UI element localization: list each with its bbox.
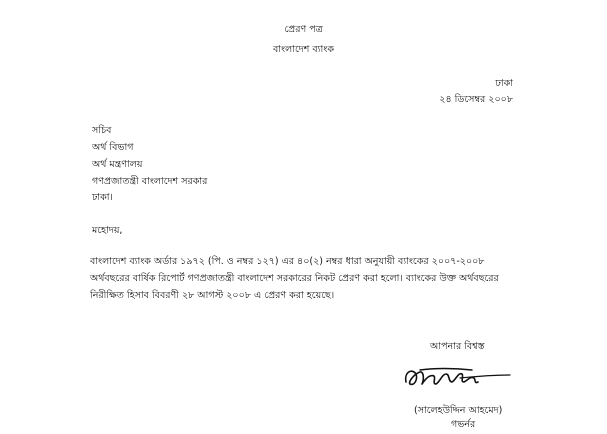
signatory-name: (সালেহউদ্দিন আহমেদ): [414, 405, 503, 416]
recipient-line: অর্থ বিভাগ: [92, 142, 134, 153]
signature-image: [400, 360, 512, 392]
document-header-line2: বাংলাদেশ ব্যাংক: [273, 44, 334, 55]
salutation: মহোদয়,: [92, 225, 123, 236]
recipient-line: সচিব: [92, 125, 112, 136]
place: ঢাকা: [495, 78, 513, 89]
document-header-line1: প্রেরণ পত্র: [284, 24, 323, 35]
recipient-line: ঢাকা।: [92, 192, 113, 203]
complimentary-close: আপনার বিশ্বস্ত: [430, 341, 485, 352]
body-line: অর্থবছরের বার্ষিক রিপোর্ট গণপ্রজাতন্ত্রী বাংলাদেশ সরকারের নিকট প্রেরণ করা হলো। ব্যাংকের উক্ত অর্থবছরের: [90, 273, 499, 284]
body-line: বাংলাদেশ ব্যাংক অর্ডার ১৯৭২ (পি. ও নম্বর ১২৭) এর ৪০(২) নম্বর ধারা অনুযায়ী ব্যাংকের ২০০৭-২০০৮: [90, 256, 485, 267]
recipient-line: অর্থ মন্ত্রণালয়: [92, 159, 143, 170]
body-line: নিরীক্ষিত হিসাব বিবরণী ২৮ আগস্ট ২০০৮ এ প্রেরণ করা হয়েছে।: [90, 290, 335, 301]
signatory-designation: গভর্নর: [451, 419, 476, 430]
recipient-line: গণপ্রজাতন্ত্রী বাংলাদেশ সরকার: [92, 176, 208, 187]
date: ২৪ ডিসেম্বর ২০০৮: [439, 94, 513, 105]
